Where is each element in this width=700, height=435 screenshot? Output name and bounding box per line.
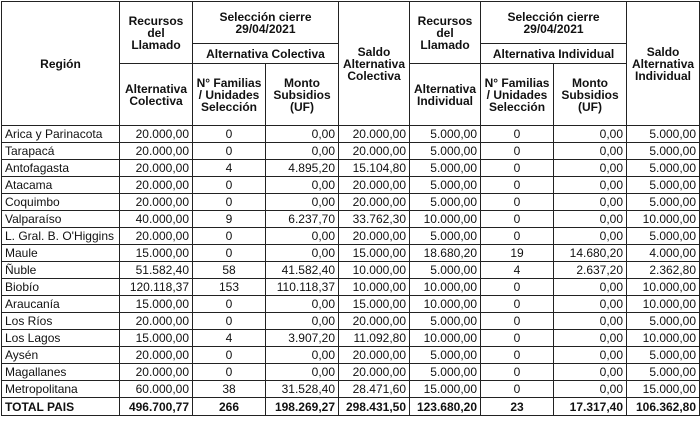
cell-recursos-individual: 15.000,00 xyxy=(410,381,481,398)
header-familias-individual: N° Familias / Unidades Selección xyxy=(481,64,554,126)
cell-familias-individual: 0 xyxy=(481,381,554,398)
cell-familias-individual: 0 xyxy=(481,211,554,228)
table-row xyxy=(2,279,700,296)
header-saldo-individual: Saldo Alternativa Individual xyxy=(627,2,700,126)
cell-saldo-colectiva: 20.000,00 xyxy=(339,126,410,143)
cell-familias-individual: 0 xyxy=(481,126,554,143)
cell-saldo-colectiva: 10.000,00 xyxy=(339,262,410,279)
cell-familias-colectiva: 4 xyxy=(193,160,266,177)
cell-saldo-individual: 5.000,00 xyxy=(627,194,700,211)
cell-saldo-individual: 5.000,00 xyxy=(627,313,700,330)
cell-monto-colectiva: 3.907,20 xyxy=(266,330,339,347)
cell-saldo-colectiva: 10.000,00 xyxy=(339,279,410,296)
cell-saldo-colectiva: 33.762,30 xyxy=(339,211,410,228)
cell-recursos-individual: 5.000,00 xyxy=(410,313,481,330)
cell-familias-individual: 0 xyxy=(481,296,554,313)
cell-monto-individual: 0,00 xyxy=(554,381,627,398)
table-row xyxy=(2,347,700,364)
total-row xyxy=(2,398,700,416)
cell-recursos-individual: 5.000,00 xyxy=(410,160,481,177)
cell-recursos-colectiva: 15.000,00 xyxy=(120,296,193,313)
cell-monto-colectiva: 31.528,40 xyxy=(266,381,339,398)
cell-region: Valparaíso xyxy=(2,211,120,228)
cell-monto-individual: 0,00 xyxy=(554,330,627,347)
header-monto-colectiva: Monto Subsidios (UF) xyxy=(266,64,339,126)
cell-monto-colectiva: 0,00 xyxy=(266,245,339,262)
cell-familias-individual: 0 xyxy=(481,194,554,211)
cell-recursos-colectiva: 40.000,00 xyxy=(120,211,193,228)
cell-region: Ñuble xyxy=(2,262,120,279)
cell-monto-colectiva: 4.895,20 xyxy=(266,160,339,177)
cell-familias-individual: 4 xyxy=(481,262,554,279)
cell-saldo-colectiva: 20.000,00 xyxy=(339,364,410,381)
cell-saldo-individual: 5.000,00 xyxy=(627,177,700,194)
cell-familias-individual: 0 xyxy=(481,279,554,296)
cell-saldo-individual: 5.000,00 xyxy=(627,160,700,177)
total-familias-individual: 23 xyxy=(481,398,554,416)
cell-recursos-colectiva: 51.582,40 xyxy=(120,262,193,279)
cell-familias-colectiva: 0 xyxy=(193,245,266,262)
cell-region: Aysén xyxy=(2,347,120,364)
header-recursos-llamado-individual: Recursos del Llamado xyxy=(410,2,481,64)
cell-recursos-individual: 5.000,00 xyxy=(410,126,481,143)
cell-region: L. Gral. B. O'Higgins xyxy=(2,228,120,245)
total-recursos-individual: 123.680,20 xyxy=(410,398,481,416)
table-row xyxy=(2,211,700,228)
cell-monto-colectiva: 0,00 xyxy=(266,194,339,211)
table-row xyxy=(2,126,700,143)
cell-recursos-individual: 5.000,00 xyxy=(410,143,481,160)
cell-familias-colectiva: 0 xyxy=(193,313,266,330)
cell-saldo-colectiva: 20.000,00 xyxy=(339,228,410,245)
table-row xyxy=(2,296,700,313)
cell-saldo-colectiva: 20.000,00 xyxy=(339,347,410,364)
cell-familias-individual: 0 xyxy=(481,330,554,347)
cell-monto-individual: 0,00 xyxy=(554,313,627,330)
cell-monto-colectiva: 0,00 xyxy=(266,126,339,143)
cell-saldo-colectiva: 28.471,60 xyxy=(339,381,410,398)
cell-saldo-individual: 10.000,00 xyxy=(627,279,700,296)
total-monto-individual: 17.317,40 xyxy=(554,398,627,416)
cell-monto-individual: 0,00 xyxy=(554,160,627,177)
cell-monto-colectiva: 0,00 xyxy=(266,177,339,194)
cell-monto-colectiva: 0,00 xyxy=(266,228,339,245)
header-alternativa-colectiva-group: Alternativa Colectiva xyxy=(193,44,339,64)
cell-monto-individual: 0,00 xyxy=(554,296,627,313)
table-body xyxy=(2,126,700,416)
table-row xyxy=(2,330,700,347)
cell-recursos-colectiva: 20.000,00 xyxy=(120,364,193,381)
table-row xyxy=(2,177,700,194)
cell-familias-colectiva: 0 xyxy=(193,143,266,160)
cell-recursos-colectiva: 120.118,37 xyxy=(120,279,193,296)
cell-familias-individual: 0 xyxy=(481,347,554,364)
cell-saldo-individual: 5.000,00 xyxy=(627,126,700,143)
total-region: TOTAL PAIS xyxy=(2,398,120,416)
cell-monto-individual: 0,00 xyxy=(554,364,627,381)
cell-recursos-colectiva: 15.000,00 xyxy=(120,245,193,262)
cell-recursos-individual: 5.000,00 xyxy=(410,177,481,194)
cell-saldo-individual: 10.000,00 xyxy=(627,296,700,313)
cell-recursos-colectiva: 20.000,00 xyxy=(120,177,193,194)
cell-monto-colectiva: 110.118,37 xyxy=(266,279,339,296)
cell-familias-colectiva: 0 xyxy=(193,126,266,143)
header-saldo-colectiva: Saldo Alternativa Colectiva xyxy=(339,2,410,126)
cell-familias-colectiva: 0 xyxy=(193,364,266,381)
cell-recursos-individual: 5.000,00 xyxy=(410,364,481,381)
cell-recursos-individual: 10.000,00 xyxy=(410,296,481,313)
cell-familias-colectiva: 9 xyxy=(193,211,266,228)
cell-saldo-colectiva: 11.092,80 xyxy=(339,330,410,347)
cell-monto-individual: 0,00 xyxy=(554,279,627,296)
cell-saldo-colectiva: 15.000,00 xyxy=(339,296,410,313)
cell-saldo-individual: 5.000,00 xyxy=(627,364,700,381)
header-seleccion-cierre-individual: Selección cierre 29/04/2021 xyxy=(481,2,627,44)
total-recursos-colectiva: 496.700,77 xyxy=(120,398,193,416)
cell-familias-colectiva: 0 xyxy=(193,194,266,211)
header-alternativa-colectiva: Alternativa Colectiva xyxy=(120,64,193,126)
cell-region: Antofagasta xyxy=(2,160,120,177)
cell-monto-colectiva: 6.237,70 xyxy=(266,211,339,228)
cell-monto-individual: 0,00 xyxy=(554,347,627,364)
table-row xyxy=(2,228,700,245)
cell-monto-individual: 0,00 xyxy=(554,228,627,245)
cell-saldo-individual: 2.362,80 xyxy=(627,262,700,279)
cell-region: Maule xyxy=(2,245,120,262)
cell-monto-colectiva: 0,00 xyxy=(266,364,339,381)
header-alternativa-individual-group: Alternativa Individual xyxy=(481,44,627,64)
cell-monto-individual: 0,00 xyxy=(554,143,627,160)
header-seleccion-cierre-colectiva: Selección cierre 29/04/2021 xyxy=(193,2,339,44)
table-row xyxy=(2,194,700,211)
cell-recursos-individual: 5.000,00 xyxy=(410,194,481,211)
cell-region: Atacama xyxy=(2,177,120,194)
cell-saldo-colectiva: 20.000,00 xyxy=(339,194,410,211)
cell-familias-individual: 0 xyxy=(481,313,554,330)
cell-familias-colectiva: 0 xyxy=(193,228,266,245)
cell-monto-colectiva: 0,00 xyxy=(266,296,339,313)
cell-saldo-colectiva: 15.104,80 xyxy=(339,160,410,177)
table-header xyxy=(2,2,700,126)
cell-saldo-colectiva: 15.000,00 xyxy=(339,245,410,262)
cell-familias-colectiva: 0 xyxy=(193,347,266,364)
total-monto-colectiva: 198.269,27 xyxy=(266,398,339,416)
regional-subsidy-table xyxy=(1,1,700,416)
cell-saldo-individual: 10.000,00 xyxy=(627,330,700,347)
header-monto-individual: Monto Subsidios (UF) xyxy=(554,64,627,126)
total-saldo-colectiva: 298.431,50 xyxy=(339,398,410,416)
cell-saldo-individual: 5.000,00 xyxy=(627,143,700,160)
table-row xyxy=(2,381,700,398)
cell-saldo-individual: 5.000,00 xyxy=(627,347,700,364)
cell-region: Biobío xyxy=(2,279,120,296)
cell-region: Metropolitana xyxy=(2,381,120,398)
cell-saldo-individual: 5.000,00 xyxy=(627,228,700,245)
table-row xyxy=(2,143,700,160)
cell-recursos-colectiva: 20.000,00 xyxy=(120,194,193,211)
cell-recursos-individual: 5.000,00 xyxy=(410,228,481,245)
cell-saldo-individual: 15.000,00 xyxy=(627,381,700,398)
cell-recursos-colectiva: 20.000,00 xyxy=(120,228,193,245)
total-saldo-individual: 106.362,80 xyxy=(627,398,700,416)
cell-saldo-colectiva: 20.000,00 xyxy=(339,177,410,194)
cell-monto-individual: 0,00 xyxy=(554,126,627,143)
cell-familias-colectiva: 4 xyxy=(193,330,266,347)
cell-recursos-colectiva: 60.000,00 xyxy=(120,381,193,398)
cell-monto-colectiva: 0,00 xyxy=(266,143,339,160)
cell-monto-individual: 0,00 xyxy=(554,211,627,228)
cell-saldo-individual: 10.000,00 xyxy=(627,211,700,228)
cell-familias-individual: 0 xyxy=(481,160,554,177)
table-row xyxy=(2,262,700,279)
cell-monto-colectiva: 41.582,40 xyxy=(266,262,339,279)
cell-recursos-colectiva: 20.000,00 xyxy=(120,160,193,177)
cell-region: Arica y Parinacota xyxy=(2,126,120,143)
cell-familias-colectiva: 38 xyxy=(193,381,266,398)
table-row xyxy=(2,160,700,177)
cell-monto-individual: 0,00 xyxy=(554,194,627,211)
header-alternativa-individual: Alternativa Individual xyxy=(410,64,481,126)
cell-saldo-colectiva: 20.000,00 xyxy=(339,143,410,160)
table-row xyxy=(2,313,700,330)
cell-monto-colectiva: 0,00 xyxy=(266,347,339,364)
cell-saldo-colectiva: 20.000,00 xyxy=(339,313,410,330)
cell-recursos-individual: 5.000,00 xyxy=(410,347,481,364)
cell-familias-colectiva: 0 xyxy=(193,296,266,313)
cell-familias-colectiva: 0 xyxy=(193,177,266,194)
cell-recursos-colectiva: 20.000,00 xyxy=(120,347,193,364)
cell-recursos-individual: 10.000,00 xyxy=(410,330,481,347)
table-row xyxy=(2,245,700,262)
cell-recursos-colectiva: 20.000,00 xyxy=(120,143,193,160)
header-familias-colectiva: N° Familias / Unidades Selección xyxy=(193,64,266,126)
cell-saldo-individual: 4.000,00 xyxy=(627,245,700,262)
cell-familias-colectiva: 153 xyxy=(193,279,266,296)
cell-region: Los Lagos xyxy=(2,330,120,347)
cell-monto-individual: 0,00 xyxy=(554,177,627,194)
cell-familias-individual: 0 xyxy=(481,177,554,194)
cell-recursos-individual: 10.000,00 xyxy=(410,279,481,296)
cell-monto-colectiva: 0,00 xyxy=(266,313,339,330)
cell-recursos-individual: 18.680,20 xyxy=(410,245,481,262)
cell-familias-colectiva: 58 xyxy=(193,262,266,279)
cell-region: Araucanía xyxy=(2,296,120,313)
header-region: Región xyxy=(2,2,120,126)
cell-recursos-individual: 10.000,00 xyxy=(410,211,481,228)
cell-monto-individual: 2.637,20 xyxy=(554,262,627,279)
cell-familias-individual: 19 xyxy=(481,245,554,262)
cell-region: Coquimbo xyxy=(2,194,120,211)
cell-familias-individual: 0 xyxy=(481,143,554,160)
header-recursos-llamado-colectiva: Recursos del Llamado xyxy=(120,2,193,64)
table-row xyxy=(2,364,700,381)
cell-monto-individual: 14.680,20 xyxy=(554,245,627,262)
cell-region: Los Ríos xyxy=(2,313,120,330)
cell-recursos-individual: 5.000,00 xyxy=(410,262,481,279)
cell-familias-individual: 0 xyxy=(481,228,554,245)
cell-region: Tarapacá xyxy=(2,143,120,160)
cell-region: Magallanes xyxy=(2,364,120,381)
cell-recursos-colectiva: 15.000,00 xyxy=(120,330,193,347)
total-familias-colectiva: 266 xyxy=(193,398,266,416)
cell-recursos-colectiva: 20.000,00 xyxy=(120,313,193,330)
cell-recursos-colectiva: 20.000,00 xyxy=(120,126,193,143)
cell-familias-individual: 0 xyxy=(481,364,554,381)
